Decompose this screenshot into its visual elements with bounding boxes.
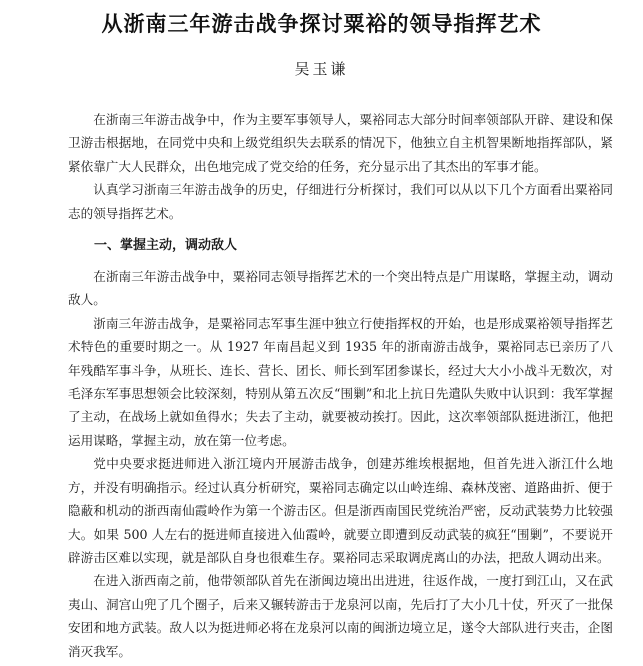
article-author: 吴玉谦: [294, 60, 349, 78]
section-heading: 一、掌握主动，调动敌人: [94, 238, 238, 254]
section-paragraph-2: 浙南三年游击战争，是粟裕同志军事生涯中独立行使指挥权的开始，也是形成粟裕领导指挥艺术特色的重要时期之一。从 1927 年南昌起义到 1935 年的浙南游击战争，粟裕同志已亲历了八年残酷军事斗争，从班长、连长、营长、团长、师长到军团参谋长，经过大大小小战斗无数次，对毛泽东军事思想领会比较深刻，特别从第五次反“围剿”和北上抗日先遣队失败中认识到：我军掌握了主动，在战场上就如鱼得水；失去了主动，就要被动挨打。因此，这次率领部队挺进浙江，他把运用谋略，掌握主动，放在第一位考虑。: [68, 315, 613, 448]
intro-paragraph-1: 在浙南三年游击战争中，作为主要军事领导人，粟裕同志大部分时间率领部队开辟、建设和保卫游击根据地，在同党中央和上级党组织失去联系的情况下，他独立自主机智果断地指挥部队，紧紧依靠广大人民群众，出色地完成了党交给的任务，充分显示出了其杰出的军事才能。: [68, 112, 613, 174]
article-title: 从浙南三年游击战争探讨粟裕的领导指挥艺术: [101, 11, 542, 36]
section-paragraph-4: 在进入浙西南之前，他带领部队首先在浙闽边境出出进进，往返作战，一度打到江山，又在武夷山、洞宫山兜了几个圈子，后来又辗转游击于龙泉河以南，先后打了大小几十仗，歼灭了一批保安团和地方武装。敌人以为挺进师必将在龙泉河以南的闽浙边境立足，遂令大部队进行夹击，企图消灭我军。: [68, 573, 613, 659]
article-body: [68, 108, 613, 663]
section-paragraph-1: 在浙南三年游击战争中，粟裕同志领导指挥艺术的一个突出特点是广用谋略，掌握主动，调动敌人。: [68, 269, 613, 308]
intro-paragraph-2: 认真学习浙南三年游击战争的历史，仔细进行分析探讨，我们可以从以下几个方面看出粟裕同志的领导指挥艺术。: [68, 182, 613, 221]
section-paragraph-3: 党中央要求挺进师进入浙江境内开展游击战争，创建苏维埃根据地，但首先进入浙江什么地方，并没有明确指示。经过认真分析研究，粟裕同志确定以山岭连绵、森林茂密、道路曲折、便于隐蔽和机动的浙西南仙霞岭作为第一个游击区。但是浙西南国民党统治严密，反动武装势力比较强大。如果 500 人左右的挺进师直接进入仙霞岭，就要立即遭到反动武装的疯狂“围剿”，不要说开辟游击区难以实现，就是部队自身也很难生存。粟裕同志采取调虎离山的办法，把敌人调动出来。: [68, 456, 613, 565]
